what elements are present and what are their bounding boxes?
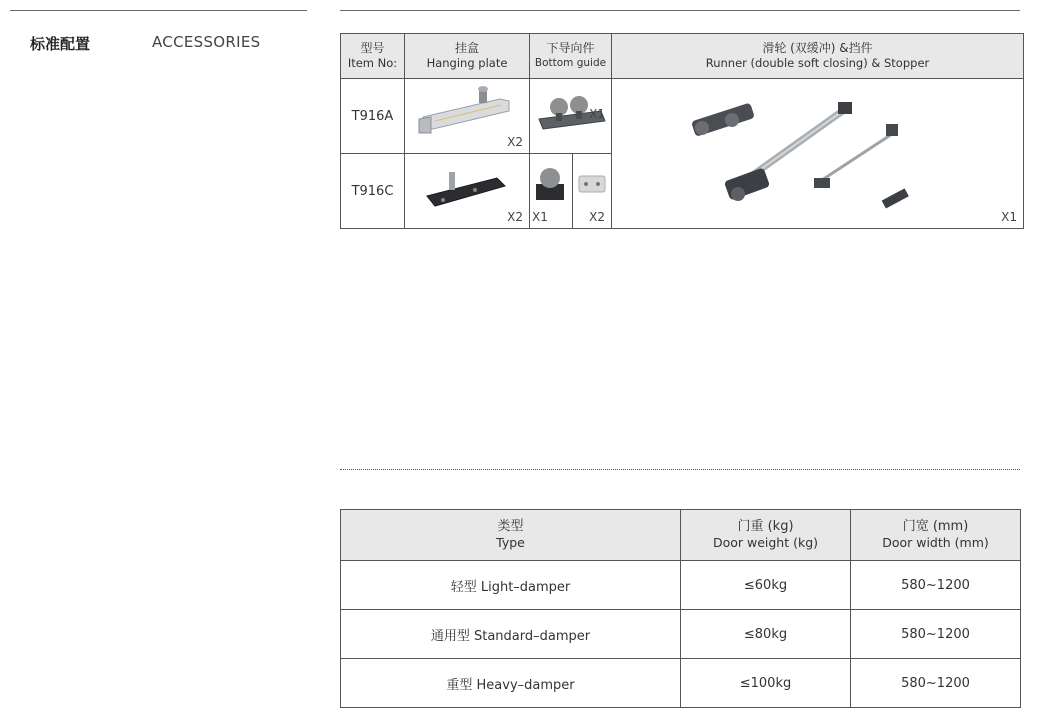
hanging-plate-a-cell <box>405 79 530 154</box>
weight-cell: ≤60kg <box>681 561 851 610</box>
weight-cell: ≤80kg <box>681 610 851 659</box>
runner-qty: X1 <box>1001 210 1017 224</box>
runner-right-image <box>724 167 770 201</box>
type-cell: 通用型 Standard–damper <box>341 610 681 659</box>
runner-stopper-image <box>612 82 1023 222</box>
header-type <box>341 510 681 561</box>
section-title-cn: 标准配置 <box>30 35 91 53</box>
header-bottom-guide-en: Bottom guide <box>534 57 607 69</box>
spec-table <box>340 509 1021 708</box>
hanging-plate-c-cell <box>405 154 530 229</box>
table-row <box>341 561 1021 610</box>
guide-plate-c-cell <box>573 154 612 229</box>
table-row <box>341 659 1021 708</box>
header-door-weight-cn: 门重 (kg) <box>737 519 794 534</box>
header-hanging-plate <box>405 34 530 79</box>
header-bottom-guide <box>530 34 612 79</box>
header-runner-en: Runner (double soft closing) & Stopper <box>705 56 930 70</box>
item-t916a: T916A <box>341 79 405 154</box>
bottom-guide-a-cell <box>530 79 612 154</box>
weight-cell: ≤100kg <box>681 659 851 708</box>
header-door-weight <box>681 510 851 561</box>
width-cell: 580~1200 <box>851 659 1021 708</box>
hanging-plate-a-qty: X2 <box>507 135 523 149</box>
header-bottom-guide-cn: 下导向件 <box>546 41 595 55</box>
header-runner-cn: 滑轮 (双缓冲) &挡件 <box>762 41 873 55</box>
table-row <box>341 610 1021 659</box>
width-cell: 580~1200 <box>851 561 1021 610</box>
dotted-separator <box>340 469 1020 470</box>
bottom-guide-c-qty: X1 <box>532 210 548 224</box>
runner-cell <box>612 79 1024 229</box>
header-hanging-plate-en: Hanging plate <box>426 56 508 70</box>
header-item-no-en: Item No: <box>347 56 398 70</box>
item-t916c: T916C <box>341 154 405 229</box>
type-cell: 重型 Heavy–damper <box>341 659 681 708</box>
header-door-width-en: Door width (mm) <box>882 535 989 550</box>
header-item-no-cn: 型号 <box>360 41 385 55</box>
guide-plate-c-qty: X2 <box>589 210 605 224</box>
header-door-weight-en: Door weight (kg) <box>712 535 819 550</box>
left-top-rule <box>10 10 307 11</box>
runner-left-image <box>691 102 755 136</box>
width-cell: 580~1200 <box>851 610 1021 659</box>
right-top-rule <box>340 10 1020 11</box>
type-cell: 轻型 Light–damper <box>341 561 681 610</box>
hanging-plate-c-qty: X2 <box>507 210 523 224</box>
header-type-en: Type <box>496 535 525 550</box>
header-type-cn: 类型 <box>497 519 524 534</box>
header-door-width <box>851 510 1021 561</box>
accessories-table <box>340 33 1024 229</box>
section-title-en: ACCESSORIES <box>152 33 261 51</box>
header-item-no <box>341 34 405 79</box>
bottom-guide-c-cell <box>530 154 573 229</box>
header-door-width-cn: 门宽 (mm) <box>902 519 969 534</box>
header-hanging-plate-cn: 挂盒 <box>454 41 479 55</box>
bottom-guide-a-qty: X1 <box>589 107 605 121</box>
header-runner <box>612 34 1024 79</box>
